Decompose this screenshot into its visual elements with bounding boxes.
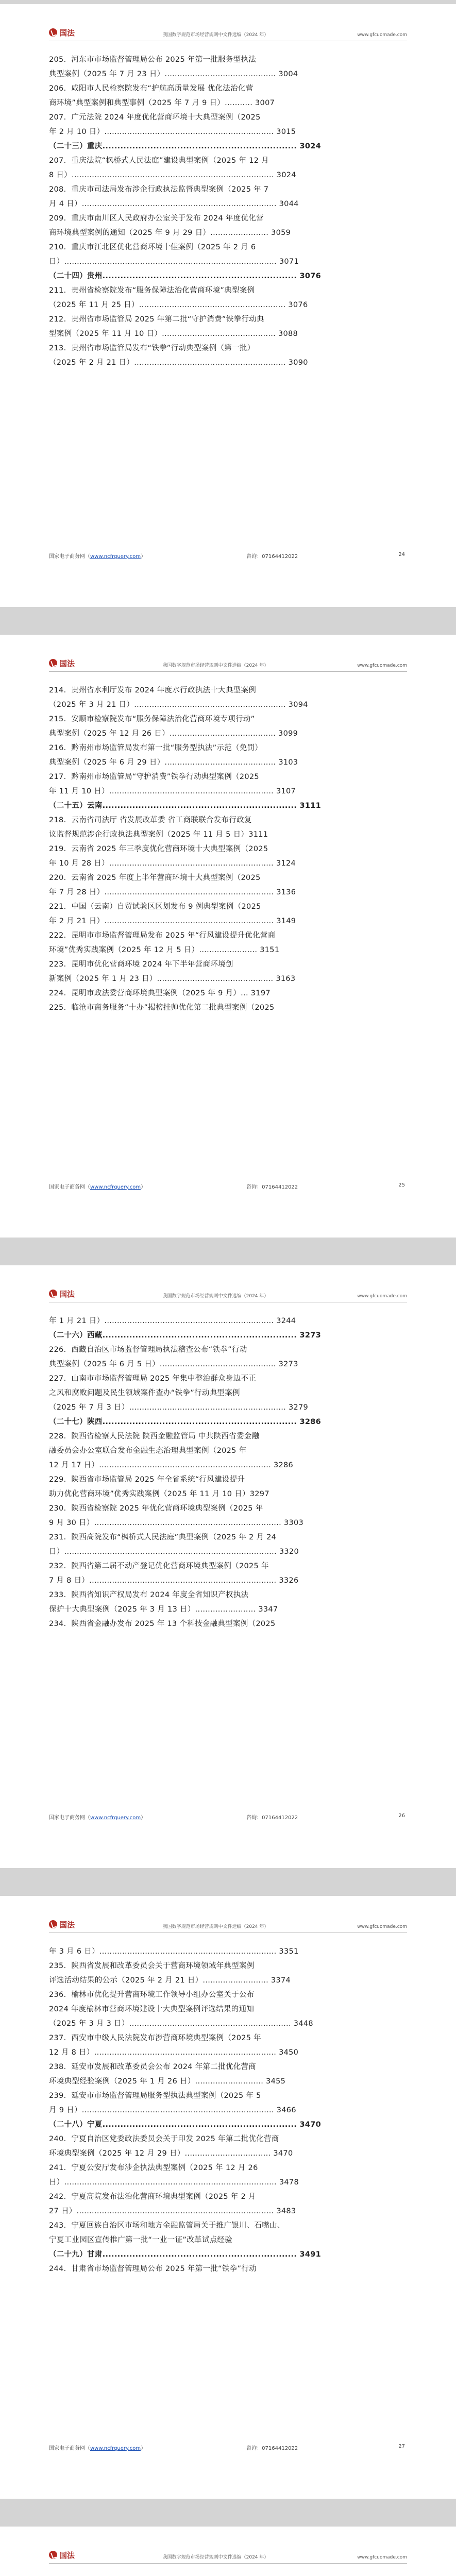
toc-entry[interactable]: 日）.................................................................................... 3478 — [49, 2178, 299, 2187]
document-page — [0, 1265, 456, 1868]
toc-entry[interactable]: 233．陕西省知识产权局发布 2024 年度全省知识产权执法 — [49, 1591, 249, 1599]
toc-entry[interactable]: 日）.................................................................................... 3320 — [49, 1548, 299, 1556]
brand-logo — [49, 1288, 86, 1299]
logo-text: 国法 — [59, 1289, 75, 1299]
header-url: www.gfcuomade.com — [357, 2555, 407, 2560]
footer-site: 国家电子商务网（www.ncfrquery.com） — [49, 1184, 146, 1190]
toc-entry[interactable]: 232．陕西省第二届不动产登记优化营商环境典型案例（2025 年 — [49, 1562, 269, 1570]
page-footer — [49, 1813, 407, 1821]
page-number: 24 — [398, 552, 405, 557]
toc-entry[interactable]: 243．宁夏回族自治区市场和地方金融监管局关于推广银川、石嘴山、 — [49, 2222, 285, 2230]
toc-entry[interactable]: 年 3 月 6 日）...................................................................... 3351 — [49, 1947, 299, 1956]
header-title: 我国数字规范市场经营规则中文件选编（2024 年） — [162, 1294, 269, 1299]
toc-entry[interactable]: 议监督规范涉企行政执法典型案例（2025 年 11 月 5 日）3111 — [49, 831, 268, 839]
page-footer — [49, 552, 407, 560]
toc-entry[interactable]: 206．咸阳市人民检察院发布“护航高质量发展 优化法治化营 — [49, 84, 254, 93]
logo-mark-icon — [49, 659, 57, 667]
document-page — [0, 635, 456, 1238]
toc-entry[interactable]: 保护十大典型案例（2025 年 3 月 13 日）........................ 3347 — [49, 1605, 278, 1614]
toc-entry[interactable]: 213．贵州省市场监管局发布“铁拳”行动典型案例（第一批） — [49, 344, 255, 352]
toc-entry[interactable]: 237．西安市中级人民法院发布涉营商环境典型案例（2025 年 — [49, 2034, 261, 2042]
logo-text: 国法 — [59, 2550, 75, 2560]
toc-entry[interactable]: 238．延安市发展和改革委员会公布 2024 年第二批优化营商 — [49, 2063, 257, 2071]
toc-entry[interactable]: 208．重庆市司法局发布涉企行政执法监督典型案例（2025 年 7 — [49, 185, 269, 194]
toc-entry[interactable]: 年 2 月 10 日）................................................................... 3015 — [49, 128, 296, 136]
toc-entry[interactable]: 244．甘肃省市场监督管理局公布 2025 年第一批“铁拳”行动 — [49, 2265, 257, 2273]
header-title: 我国数字规范市场经营规则中文件选编（2024 年） — [162, 32, 269, 38]
logo-mark-icon — [49, 1920, 57, 1928]
toc-entry[interactable]: 209．重庆市南川区人民政府办公室关于发布 2024 年度优化营 — [49, 214, 264, 223]
toc-list — [49, 1944, 407, 2276]
toc-section-heading[interactable]: （二十五）云南................................................................. 3111 — [49, 802, 322, 810]
footer-site-link[interactable]: www.ncfrquery.com — [90, 554, 141, 560]
toc-list — [49, 683, 407, 1015]
toc-entry[interactable]: 年 11 月 10 日）................................................................. 3107 — [49, 787, 296, 795]
toc-entry[interactable]: （2025 年 11 月 25 日）.......................................................... 3076 — [49, 301, 308, 309]
footer-site: 国家电子商务网（www.ncfrquery.com） — [49, 2446, 146, 2451]
toc-entry[interactable]: 新案例（2025 年 1 月 23 日）.............................................. 3163 — [49, 975, 296, 983]
page-footer — [49, 1182, 407, 1190]
toc-section-heading[interactable]: （二十九）甘肃................................................................. 3491 — [49, 2250, 322, 2259]
toc-entry[interactable]: （2025 年 3 月 3 日）................................................................ 3448 — [49, 2020, 313, 2028]
brand-logo — [49, 27, 86, 38]
toc-entry[interactable]: 宁夏工业园区宣传推广第一批“一业一证”改革试点经验 — [49, 2236, 233, 2244]
toc-entry[interactable]: 205．河东市市场监督管理局公布 2025 年第一批服务型执法 — [49, 56, 257, 64]
page-footer — [49, 2444, 407, 2451]
toc-entry[interactable]: 215．安顺市检察院发布“服务保障法治化营商环境专项行动” — [49, 715, 255, 723]
page-number: 27 — [398, 2444, 405, 2449]
toc-entry[interactable]: 239．延安市市场监督管理局服务型执法典型案例（2025 年 5 — [49, 2092, 261, 2100]
toc-entry[interactable]: 环境典型经验案例（2025 年 1 月 26 日）........................... 3455 — [49, 2077, 286, 2086]
toc-entry[interactable]: 234．陕西省金融办发布 2025 年 13 个科技金融典型案例（2025 — [49, 1620, 276, 1628]
page-header — [49, 645, 407, 672]
page-header — [49, 14, 407, 41]
footer-phone: 咨询：07164412022 — [246, 1815, 298, 1821]
toc-entry[interactable]: 211．贵州省检察院发布“服务保障法治化营商环境”典型案例 — [49, 286, 255, 295]
document-page — [0, 4, 456, 607]
toc-entry[interactable]: 228．陕西省检察人民法院 陕西金融监管局 中共陕西省委金融 — [49, 1432, 260, 1440]
toc-entry[interactable]: （2025 年 2 月 21 日）............................................................ 3090 — [49, 359, 308, 367]
footer-site-link[interactable]: www.ncfrquery.com — [90, 1815, 141, 1821]
footer-site: 国家电子商务网（www.ncfrquery.com） — [49, 554, 146, 560]
footer-phone: 咨询：07164412022 — [246, 1184, 298, 1190]
logo-mark-icon — [49, 2551, 57, 2559]
toc-entry[interactable]: 12 月 8 日）........................................................................ 3450 — [49, 2048, 299, 2057]
toc-section-heading[interactable]: （二十七）陕西................................................................. 3286 — [49, 1418, 322, 1426]
logo-text: 国法 — [59, 658, 75, 668]
toc-entry[interactable]: （2025 年 3 月 21 日）............................................................ 3094 — [49, 701, 308, 709]
toc-entry[interactable]: 207．广元法院 2024 年度优化营商环境十大典型案例（2025 — [49, 113, 261, 122]
toc-entry[interactable]: 典型案例（2025 年 6 月 5 日）.............................................. 3273 — [49, 1360, 298, 1368]
brand-logo — [49, 2549, 86, 2561]
toc-entry[interactable]: 231．陕西高院发布“枫桥式人民法庭”典型案例（2025 年 2 月 24 — [49, 1533, 277, 1541]
header-title: 我国数字规范市场经营规则中文件选编（2024 年） — [162, 1924, 269, 1929]
brand-logo — [49, 657, 86, 669]
toc-entry[interactable]: 型案例（2025 年 11 月 10 日）............................................. 3088 — [49, 330, 298, 338]
footer-site: 国家电子商务网（www.ncfrquery.com） — [49, 1815, 146, 1821]
toc-entry[interactable]: 典型案例（2025 年 7 月 23 日）............................................ 3004 — [49, 70, 298, 78]
toc-entry[interactable]: 12 月 17 日）.................................................................... 3286 — [49, 1461, 294, 1469]
toc-entry[interactable]: 年 2 月 21 日）................................................................... 3149 — [49, 917, 296, 925]
toc-entry[interactable]: 助力优化营商环境”优秀实践案例（2025 年 11 月 10 日）3297 — [49, 1490, 269, 1498]
header-url: www.gfcuomade.com — [357, 32, 407, 38]
toc-entry[interactable]: 224．昆明市政法委营商环境典型案例（2025 年 9 月）... 3197 — [49, 989, 271, 997]
toc-entry[interactable]: 2024 年度榆林市营商环境建设十大典型案例评选结果的通知 — [49, 2005, 255, 2013]
toc-section-heading[interactable]: （二十三）重庆................................................................. 3024 — [49, 142, 322, 150]
page-header — [49, 1276, 407, 1302]
document-page — [0, 2527, 456, 2576]
toc-section-heading[interactable]: （二十六）西藏................................................................. 3273 — [49, 1331, 322, 1340]
toc-entry[interactable]: 212．贵州省市场监管局 2025 年第二批“守护消费”铁拳行动典 — [49, 315, 264, 324]
toc-entry[interactable]: 年 10 月 28 日）................................................................. 3124 — [49, 859, 296, 868]
toc-entry[interactable]: 240．宁夏自治区党委政法委员会关于印发 2025 年第二批优化营商 — [49, 2135, 279, 2143]
brand-logo — [49, 1919, 86, 1930]
logo-mark-icon — [49, 1290, 57, 1298]
toc-entry[interactable]: 商环境典型案例的通知（2025 年 9 月 29 日）....................... 3059 — [49, 229, 291, 237]
page-header — [49, 1906, 407, 1933]
toc-entry[interactable]: 7 月 8 日）.......................................................................... 3326 — [49, 1577, 299, 1585]
footer-site-link[interactable]: www.ncfrquery.com — [90, 2446, 141, 2451]
toc-entry[interactable]: 商环境”典型案例和典型事例（2025 年 7 月 9 日）........... 3007 — [49, 99, 275, 107]
toc-entry[interactable]: 221．中国（云南）自贸试验区区划发布 9 例典型案例（2025 — [49, 903, 261, 911]
toc-section-heading[interactable]: （二十八）宁夏................................................................. 3470 — [49, 2121, 322, 2129]
header-url: www.gfcuomade.com — [357, 1294, 407, 1299]
toc-entry[interactable]: 230．陕西省检察院 2025 年优化营商环境典型案例（2025 年 — [49, 1504, 263, 1513]
toc-entry[interactable]: 229．陕西省市场监管局 2025 年全省系统“行风建设提升 — [49, 1476, 245, 1484]
toc-entry[interactable]: 之风和腐败问题及民生领域案件查办“铁拳”行动典型案例 — [49, 1389, 240, 1397]
toc-entry[interactable]: 219．云南省 2025 年三季度优化营商环境十大典型案例（2025 — [49, 845, 268, 853]
header-title: 我国数字规范市场经营规则中文件选编（2024 年） — [162, 663, 269, 668]
toc-entry[interactable]: 222．昆明市市场监督管理局发布 2025 年“行风建设提升优化营商 — [49, 931, 276, 940]
toc-entry[interactable]: 环境”优秀实践案例（2025 年 12 月 5 日）....................... 3151 — [49, 946, 280, 954]
toc-entry[interactable]: 年 1 月 21 日）................................................................... 3244 — [49, 1317, 296, 1325]
toc-entry[interactable]: 典型案例（2025 年 12 月 26 日）.......................................... 3099 — [49, 730, 298, 738]
toc-entry[interactable]: 27 日）.............................................................................. 3483 — [49, 2207, 296, 2215]
toc-entry[interactable]: 月 9 日）............................................................................ 3466 — [49, 2106, 296, 2114]
footer-site-link[interactable]: www.ncfrquery.com — [90, 1184, 141, 1190]
toc-entry[interactable]: 223．昆明市优化营商环境 2024 年下半年营商环境创 — [49, 960, 233, 969]
toc-entry[interactable]: 8 日）................................................................................ 3024 — [49, 171, 296, 179]
toc-entry[interactable]: 218．云南省司法厅 省发展改革委 省工商联联合发布行政复 — [49, 816, 252, 824]
toc-entry[interactable]: 241．宁夏公安厅发布涉企执法典型案例（2025 年 12 月 26 — [49, 2164, 258, 2172]
header-url: www.gfcuomade.com — [357, 1924, 407, 1929]
toc-entry[interactable]: 210．重庆市江北区优化营商环境十佳案例（2025 年 2 月 6 — [49, 243, 256, 251]
toc-entry[interactable]: 216．黔南州市场监管局发布第一批“服务型执法”示范（免罚） — [49, 744, 263, 752]
page-number: 25 — [398, 1182, 405, 1188]
toc-entry[interactable]: 235．陕西省发展和改革委员会关于营商环境领域年典型案例 — [49, 1962, 255, 1970]
toc-entry[interactable]: 环境典型案例（2025 年 12 月 29 日）.................................. 3470 — [49, 2149, 293, 2158]
toc-entry[interactable]: 236．榆林市优化提升营商环境工作领导小组办公室关于公布 — [49, 1991, 255, 1999]
toc-entry[interactable]: 9 月 30 日）.......................................................................... 3303 — [49, 1519, 303, 1527]
toc-entry[interactable]: 214．贵州省水利厅发布 2024 年度水行政执法十大典型案例 — [49, 686, 257, 694]
footer-phone: 咨询：07164412022 — [246, 2446, 298, 2451]
footer-phone: 咨询：07164412022 — [246, 554, 298, 560]
logo-text: 国法 — [59, 28, 75, 38]
toc-entry[interactable]: 227．山南市市场监督管理局 2025 年集中整治群众身边不正 — [49, 1375, 257, 1383]
toc-entry[interactable]: 评选活动结果的公示（2025 年 2 月 21 日）.......................... 3374 — [49, 1976, 291, 1985]
page-number: 26 — [398, 1813, 405, 1819]
header-url: www.gfcuomade.com — [357, 663, 407, 668]
toc-entry[interactable]: 220．云南省 2025 年度上半年营商环境十大典型案例（2025 — [49, 874, 261, 882]
toc-list — [49, 53, 407, 370]
logo-text: 国法 — [59, 1920, 75, 1929]
toc-entry[interactable]: 年 7 月 28 日）................................................................... 3136 — [49, 888, 296, 896]
document-page — [0, 1896, 456, 2499]
toc-entry[interactable]: 日）.................................................................................... 3071 — [49, 258, 299, 266]
toc-entry[interactable]: 207．重庆法院“枫桥式人民法庭”建设典型案例（2025 年 12 月 — [49, 157, 269, 165]
toc-entry[interactable]: 月 4 日）............................................................................. 3044 — [49, 200, 299, 208]
toc-section-heading[interactable]: （二十四）贵州................................................................. 3076 — [49, 272, 322, 280]
toc-entry[interactable]: 226．西藏自治区市场监督管理局执法稽查公布“铁拳”行动 — [49, 1346, 247, 1354]
toc-entry[interactable]: 225．临沧市商务服务“十办”揭榜挂帅优化第二批典型案例（2025 — [49, 1004, 275, 1012]
page-header — [49, 2537, 407, 2564]
toc-entry[interactable]: 242．宁夏高院发布法治化营商环境典型案例（2025 年 2 月 — [49, 2193, 256, 2201]
toc-entry[interactable]: 典型案例（2025 年 6 月 29 日）............................................ 3103 — [49, 758, 298, 767]
logo-mark-icon — [49, 28, 57, 37]
header-title: 我国数字规范市场经营规则中文件选编（2024 年） — [162, 2555, 269, 2560]
toc-entry[interactable]: 217．黔南州市场监管局“守护消费”铁拳行动典型案例（2025 — [49, 773, 259, 781]
toc-entry[interactable]: 融委员会办公室联合发布金融生态治理典型案例（2025 年 — [49, 1447, 247, 1455]
toc-entry[interactable]: （2025 年 7 月 3 日）.............................................................. 3279 — [49, 1403, 309, 1412]
toc-list — [49, 1314, 407, 1631]
